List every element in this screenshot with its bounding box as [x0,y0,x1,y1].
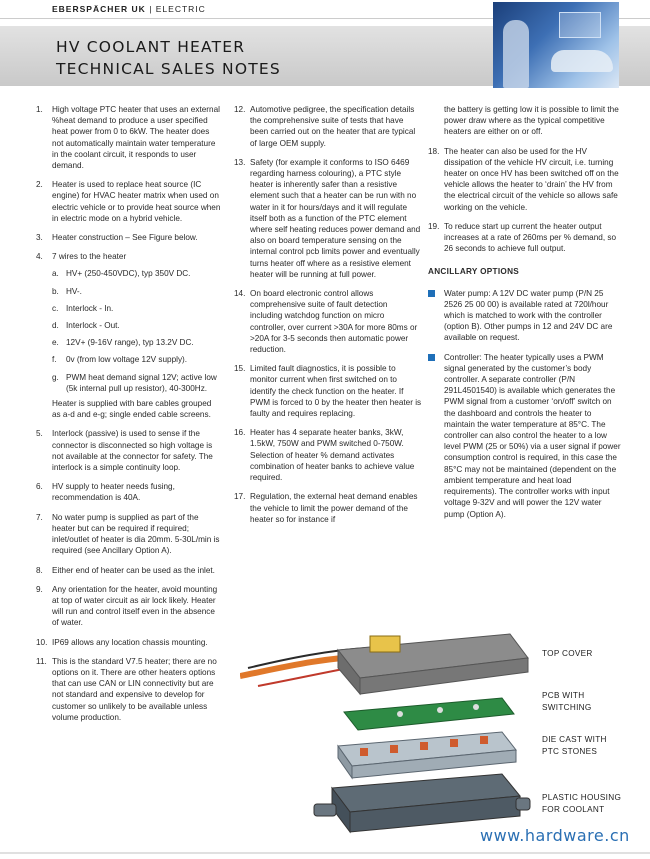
ancillary-item: Water pump: A 12V DC water pump (P/N 25 2526 25 00 00) is available rated at 720l/hour which is matched to work with the controller (option B). Other pumps in 12 and 24V DC are available on request. [428,288,622,344]
list-item: 16. Heater has 4 separate heater banks, 3kW, 1.5kW, 750W and PWM switched 0-750W. Selection of heater % demand activates combination of heater banks to achieve value required. [234,428,415,483]
footer-divider [0,852,650,854]
brand-suffix: ELECTRIC [155,4,206,14]
list-item: 4. 7 wires to the heater [36,252,127,262]
connector-yellow [370,636,400,652]
brand-line: EBERSPÄCHER UK | ELECTRIC [52,4,206,14]
wires-note: Heater is supplied with bare cables grouped as a-d and e-g; single ended cable screens. [52,399,212,420]
label-pcb: PCB WITH SWITCHING [542,691,592,712]
exploded-view-drawing [240,628,532,838]
heater-exploded-view [240,628,532,838]
list-item: 14. On board electronic control allows comprehensive suite of fault detection including watchdog function on micro controller, over current >30A for more 80ms or >20A for 3-5 seconds then automatic power reduction. [234,289,418,355]
list-item: 5. Interlock (passive) is used to sense if the connector is disconnected so high voltage is not available at the connector for safety. The interlock is a simple continuity loop. [36,429,213,473]
column-1 [36,104,222,731]
list-item: 13. Safety (for example it conforms to ISO 6469 regarding harness colouring), a PTC style heater is inherently safer than a resistive element such that a heater can be run with no water in it for hours/days and it will regulate itself both as a function of the PTC element where self heating reduces power demand and also on board temperature sensing on the internal control pcb limits power and eventually turns heater off where as a resistive element heater will be running at full power. [234,157,421,279]
list-item: 18. The heater can also be used for the HV dissipation of the vehicle HV circuit, i.e. turning heater on once HV has been switched off on the vehicle allows the heater to ‘drain’ the HV from the electrical circuit of the vehicle so allows safe working on the vehicle. [428,146,619,212]
pcb-shape [344,698,514,730]
list-item: 12. Automotive pedigree, the specification details the comprehensive suite of tests that have been carried out on the heater that are typical of large OEM supply. [234,105,416,148]
bullet-square-icon [428,354,435,361]
car-silhouette [551,50,613,72]
list-item: 2. Heater is used to replace heat source (IC engine) for HVAC heater matrix when used on electric vehicle or to provide heat source when in electric mode on a hybrid vehicle. [36,180,221,223]
list-item: 10. IP69 allows any location chassis mounting. [36,637,208,647]
continued-text: the battery is getting low it is possible to limit the power draw where as the typical competitive heaters are either on or off. [444,105,619,137]
list-item: 8. Either end of heater can be used as the inlet. [36,565,215,575]
ancillary-item: Controller: The heater typically uses a PWM signal generated by the customer’s body controller. A separate controller (P/N 291L4501540) is available which generates the PWM signal from a customer ‘on/off’ switch on the dashboard and controls the heater to maintain the water temperature at 85°C. The controller can also control the heater to a low level PWM (25 or 50%) via a user signal if power consumption control is required, in this case the 85°C may not be maintained (dependent on the ambient temperature and heat load requirements). The controller works with input voltage 9-32V and will power the 12V water pump (Option A). [428,352,622,520]
list-item: 3. Heater construction – See Figure below. [36,233,198,243]
page-title [56,36,281,80]
list-item: 17. Regulation, the external heat demand enables the vehicle to limit the power demand of the heater so for instance if [234,492,418,524]
label-die-cast: DIE CAST WITH PTC STONES [542,735,607,756]
column-3 [428,104,622,528]
label-top-cover: TOP COVER [542,649,593,658]
bullet-square-icon [428,290,435,297]
label-plastic-housing: PLASTIC HOUSING FOR COOLANT [542,793,622,814]
person-silhouette [503,20,529,88]
wire-item: d. Interlock - Out. [52,321,120,331]
header-photo [493,2,619,88]
title-line-1: HV COOLANT HEATER [56,38,246,56]
wire-item: b. HV-. [52,286,82,296]
list-item: 19. To reduce start up current the heater output increases at a rate of 260ms per % demand, so 26 seconds to achieve full output. [428,221,617,254]
wire-item: c. Interlock - In. [52,303,114,313]
wire-item: e. 12V+ (9-16V range), typ 13.2V DC. [52,338,194,348]
wire-item: a. HV+ (250-450VDC), typ 350V DC. [52,269,191,279]
list-item: 15. Limited fault diagnostics, it is possible to monitor current when first switched on to identify the check function on the heater. If PWM is forced to 0 by the heater then heater is faulty and requires replacing. [234,364,422,419]
title-line-2: TECHNICAL SALES NOTES [56,60,281,78]
list-item: 7. No water pump is supplied as part of the heater but can be required if required; inlet/outlet of heater is dia 20mm. 5-30L/min is required (see Ancillary Option A). [36,512,220,556]
column-2 [234,104,422,533]
wire-item: g. PWM heat demand signal 12V; active low (5k internal pull up resistor), 40-300Hz. [52,372,217,393]
ancillary-heading: ANCILLARY OPTIONS [428,267,520,277]
coolant-port-right [516,798,530,810]
display-screen [559,12,601,38]
brand-name: EBERSPÄCHER UK [52,4,146,14]
list-item: 1. High voltage PTC heater that uses an external %heat demand to produce a user specified heat power from 0 to 6kW. The heater does not automatically maintain water temperature in the coolant circuit, it responds to user demand. [36,105,220,171]
footer-url: www.hardware.cn [480,826,630,845]
coolant-port-left [314,804,336,816]
list-item: 9. Any orientation for the heater, avoid mounting at top of water circuit as air lock likely. Heater will run and control itself even in the absence of water. [36,584,218,628]
wire-item: f. 0v (from low voltage 12V supply). [52,355,188,365]
list-item: 6. HV supply to heater needs fusing, recommendation is 40A. [36,482,175,503]
list-item: 11. This is the standard V7.5 heater; there are no options on it. There are other heaters options that can use CAN or LIN connectivity but are not standard and expensive to develop for customer so unlikely to be available unless volume production. [36,656,217,722]
